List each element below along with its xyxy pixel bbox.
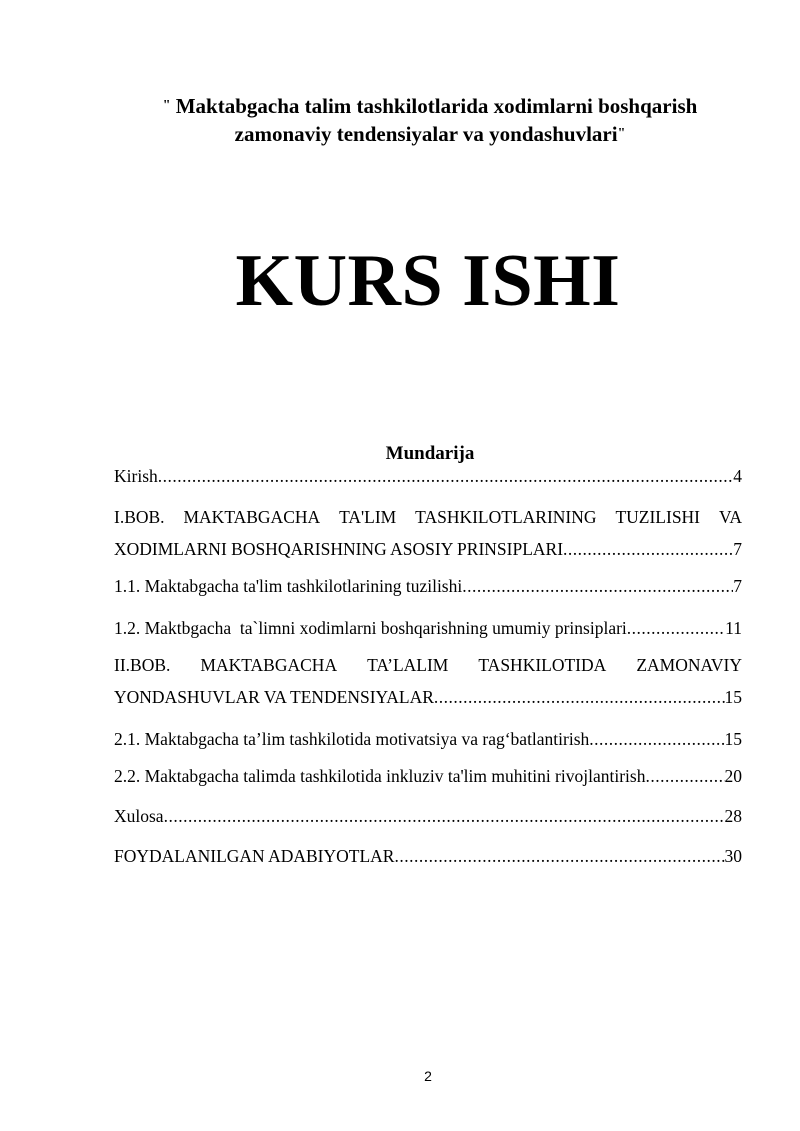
toc-leader-dots <box>645 764 724 788</box>
toc-leader-dots <box>434 685 725 709</box>
toc-entry-page: 15 <box>724 729 742 749</box>
toc-heading-word: VA <box>718 507 742 527</box>
toc-heading-word: TUZILISHI <box>615 507 701 527</box>
topic-line-1-text: Maktabgacha talim tashkilotlarida xodimlarni boshqarish <box>175 94 698 118</box>
toc-entry-page: 15 <box>724 687 742 707</box>
topic-title <box>100 92 760 148</box>
toc-entry-1-2 <box>114 616 742 640</box>
toc-entry-label: 2.1. Maktabgacha ta’lim tashkilotida motivatsiya va rag‘batlantirish <box>114 729 590 749</box>
toc-entry-label: 1.1. Maktabgacha ta'lim tashkilotlarining tuzilishi <box>114 576 463 596</box>
toc-leader-dots <box>394 844 724 868</box>
toc-heading-word: ZAMONAVIY <box>636 655 742 675</box>
toc-entry-label: Xulosa <box>114 806 164 826</box>
toc-entry-page: 28 <box>724 806 742 826</box>
toc-heading-word: TASHKILOTLARINING <box>415 507 597 527</box>
toc-entry-chapter-2 <box>114 685 742 709</box>
toc-entry-page: 20 <box>724 766 742 786</box>
toc-entry-page: 11 <box>725 618 742 638</box>
toc-entry-label: XODIMLARNI BOSHQARISHNING ASOSIY PRINSIPLARI <box>114 539 564 559</box>
toc-heading-word: TA’LALIM <box>367 655 449 675</box>
toc-entry-label: FOYDALANILGAN ADABIYOTLAR <box>114 846 395 866</box>
toc-heading-word: I.BOB. <box>114 507 165 527</box>
toc-entry-label: 1.2. Maktbgacha ta`limni xodimlarni boshqarishning umumiy prinsiplari <box>114 618 627 638</box>
toc-heading-word: II.BOB. <box>114 655 171 675</box>
toc-heading-word: TA'LIM <box>339 507 397 527</box>
toc-entry-references <box>114 844 742 868</box>
toc-entry-page: 7 <box>733 539 742 559</box>
toc-entry-label: YONDASHUVLAR VA TENDENSIYALAR <box>114 687 434 707</box>
toc-entry-chapter-2-line-1 <box>114 653 742 677</box>
page-number: 2 <box>424 1068 432 1084</box>
toc-entry-page: 30 <box>724 846 742 866</box>
toc-entry-2-1 <box>114 727 742 751</box>
toc-leader-dots <box>462 574 733 598</box>
topic-title-line-1 <box>100 92 760 120</box>
toc-entry-xulosa <box>114 804 742 828</box>
toc-entry-1-1 <box>114 574 742 598</box>
toc-leader-dots <box>627 616 725 640</box>
toc-entry-2-2 <box>114 764 742 788</box>
toc-entry-page: 4 <box>733 466 742 486</box>
topic-line-2-text: zamonaviy tendensiyalar va yondashuvlari <box>234 122 618 146</box>
toc-entry-page: 7 <box>733 576 742 596</box>
toc-entry-label: Kirish <box>114 466 158 486</box>
topic-title-line-2 <box>100 120 760 148</box>
close-quote: " <box>617 126 626 141</box>
open-quote: " <box>162 98 171 113</box>
toc-heading: Mundarija <box>385 443 475 464</box>
work-type-title: KURS ISHI <box>235 240 621 322</box>
toc-entry-chapter-1-line-1 <box>114 505 742 529</box>
toc-leader-dots <box>164 804 725 828</box>
toc-entry-label: 2.2. Maktabgacha talimda tashkilotida inkluziv ta'lim muhitini rivojlantirish <box>114 766 646 786</box>
toc-entry-kirish <box>114 464 742 488</box>
toc-leader-dots <box>158 464 734 488</box>
toc-leader-dots <box>589 727 724 751</box>
toc-heading-word: MAKTABGACHA <box>200 655 338 675</box>
toc-heading-word: TASHKILOTIDA <box>478 655 607 675</box>
toc-leader-dots <box>563 537 733 561</box>
toc-entry-chapter-1 <box>114 537 742 561</box>
toc-heading-word: MAKTABGACHA <box>183 507 321 527</box>
